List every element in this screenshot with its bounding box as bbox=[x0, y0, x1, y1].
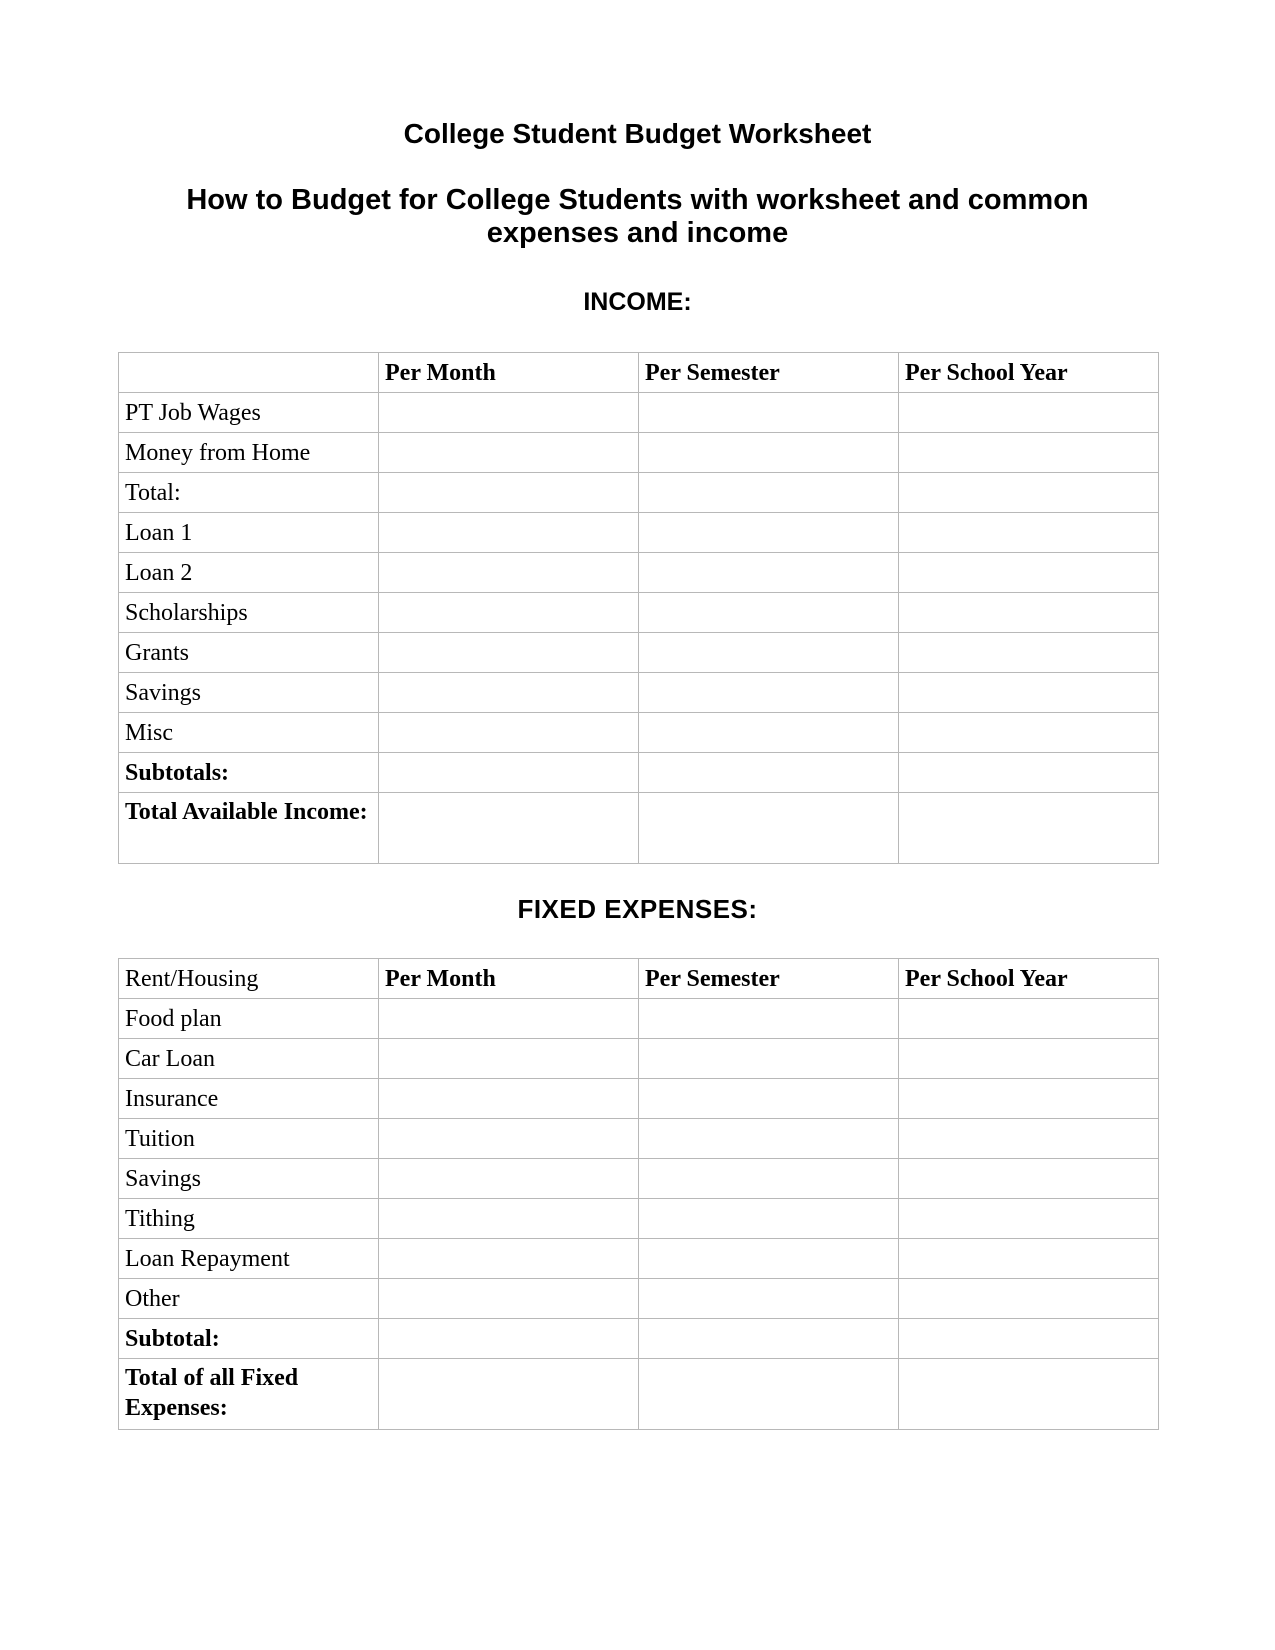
row-label-cell: Tuition bbox=[119, 1119, 379, 1159]
amount-entry-cell[interactable] bbox=[379, 753, 639, 793]
row-label-cell: Car Loan bbox=[119, 1039, 379, 1079]
amount-entry-cell[interactable] bbox=[379, 999, 639, 1039]
row-label-cell: Subtotal: bbox=[119, 1319, 379, 1359]
column-header: Per Month bbox=[379, 959, 639, 999]
amount-entry-cell[interactable] bbox=[899, 1239, 1159, 1279]
amount-entry-cell[interactable] bbox=[379, 633, 639, 673]
amount-entry-cell[interactable] bbox=[899, 1319, 1159, 1359]
amount-entry-cell[interactable] bbox=[899, 433, 1159, 473]
amount-entry-cell[interactable] bbox=[379, 1279, 639, 1319]
row-label-cell: Food plan bbox=[119, 999, 379, 1039]
table-row bbox=[119, 553, 1159, 593]
row-label-cell: Subtotals: bbox=[119, 753, 379, 793]
amount-entry-cell[interactable] bbox=[899, 1119, 1159, 1159]
table-row bbox=[119, 393, 1159, 433]
row-label-cell: Grants bbox=[119, 633, 379, 673]
amount-entry-cell[interactable] bbox=[899, 1359, 1159, 1430]
row-label-cell: Money from Home bbox=[119, 433, 379, 473]
amount-entry-cell[interactable] bbox=[639, 513, 899, 553]
income-table bbox=[118, 352, 1159, 864]
row-label-cell: Tithing bbox=[119, 1199, 379, 1239]
amount-entry-cell[interactable] bbox=[639, 713, 899, 753]
amount-entry-cell[interactable] bbox=[379, 433, 639, 473]
table-row bbox=[119, 593, 1159, 633]
amount-entry-cell[interactable] bbox=[899, 1159, 1159, 1199]
row-label-cell: Other bbox=[119, 1279, 379, 1319]
row-label-cell: Total Available Income: bbox=[119, 793, 379, 864]
row-label-cell: Scholarships bbox=[119, 593, 379, 633]
income-heading bbox=[0, 288, 1275, 317]
table-row bbox=[119, 673, 1159, 713]
page-title: College Student Budget Worksheet bbox=[403, 118, 872, 149]
table-row bbox=[119, 473, 1159, 513]
amount-entry-cell[interactable] bbox=[899, 593, 1159, 633]
amount-entry-cell[interactable] bbox=[379, 593, 639, 633]
amount-entry-cell[interactable] bbox=[379, 1199, 639, 1239]
row-label-cell: Insurance bbox=[119, 1079, 379, 1119]
table-row bbox=[119, 713, 1159, 753]
table-row bbox=[119, 1359, 1159, 1430]
amount-entry-cell[interactable] bbox=[639, 633, 899, 673]
amount-entry-cell[interactable] bbox=[639, 1039, 899, 1079]
amount-entry-cell[interactable] bbox=[899, 673, 1159, 713]
amount-entry-cell[interactable] bbox=[899, 1279, 1159, 1319]
table-row bbox=[119, 999, 1159, 1039]
amount-entry-cell[interactable] bbox=[379, 673, 639, 713]
amount-entry-cell[interactable] bbox=[899, 473, 1159, 513]
table-row bbox=[119, 1039, 1159, 1079]
amount-entry-cell[interactable] bbox=[899, 713, 1159, 753]
table-row bbox=[119, 793, 1159, 864]
amount-entry-cell[interactable] bbox=[899, 1199, 1159, 1239]
amount-entry-cell[interactable] bbox=[639, 1319, 899, 1359]
row-label-cell: Total of all Fixed Expenses: bbox=[119, 1359, 379, 1430]
amount-entry-cell[interactable] bbox=[639, 1199, 899, 1239]
table-header-row bbox=[119, 959, 1159, 999]
row-label-cell: Loan Repayment bbox=[119, 1239, 379, 1279]
amount-entry-cell[interactable] bbox=[899, 553, 1159, 593]
row-label-cell: PT Job Wages bbox=[119, 393, 379, 433]
table-row bbox=[119, 1079, 1159, 1119]
table-row bbox=[119, 1159, 1159, 1199]
column-header: Per Semester bbox=[639, 959, 899, 999]
amount-entry-cell[interactable] bbox=[379, 393, 639, 433]
table-row bbox=[119, 513, 1159, 553]
amount-entry-cell[interactable] bbox=[639, 553, 899, 593]
table-row bbox=[119, 433, 1159, 473]
page-subtitle: How to Budget for College Students with worksheet and common expenses and income bbox=[186, 184, 1089, 249]
amount-entry-cell[interactable] bbox=[639, 753, 899, 793]
amount-entry-cell[interactable] bbox=[899, 793, 1159, 864]
amount-entry-cell[interactable] bbox=[639, 433, 899, 473]
amount-entry-cell[interactable] bbox=[899, 513, 1159, 553]
table-row bbox=[119, 1279, 1159, 1319]
table-header-row bbox=[119, 353, 1159, 393]
amount-entry-cell[interactable] bbox=[639, 1239, 899, 1279]
amount-entry-cell[interactable] bbox=[899, 1039, 1159, 1079]
income-heading-initial: I bbox=[583, 288, 591, 316]
amount-entry-cell[interactable] bbox=[379, 473, 639, 513]
amount-entry-cell[interactable] bbox=[379, 1039, 639, 1079]
row-label-cell: Rent/Housing bbox=[119, 959, 379, 999]
amount-entry-cell[interactable] bbox=[639, 1279, 899, 1319]
row-label-cell: Savings bbox=[119, 1159, 379, 1199]
row-label-cell: Savings bbox=[119, 673, 379, 713]
table-row bbox=[119, 1199, 1159, 1239]
amount-entry-cell[interactable] bbox=[899, 753, 1159, 793]
table-row bbox=[119, 1239, 1159, 1279]
amount-entry-cell[interactable] bbox=[899, 1079, 1159, 1119]
row-label-cell: Misc bbox=[119, 713, 379, 753]
amount-entry-cell[interactable] bbox=[899, 633, 1159, 673]
amount-entry-cell[interactable] bbox=[639, 473, 899, 513]
column-header: Per Month bbox=[379, 353, 639, 393]
amount-entry-cell[interactable] bbox=[379, 1079, 639, 1119]
amount-entry-cell[interactable] bbox=[639, 999, 899, 1039]
row-label-cell: Loan 2 bbox=[119, 553, 379, 593]
amount-entry-cell[interactable] bbox=[379, 1359, 639, 1430]
column-header: Per Semester bbox=[639, 353, 899, 393]
amount-entry-cell[interactable] bbox=[379, 513, 639, 553]
table-row bbox=[119, 1319, 1159, 1359]
amount-entry-cell[interactable] bbox=[639, 393, 899, 433]
amount-entry-cell[interactable] bbox=[639, 593, 899, 633]
column-header: Per School Year bbox=[899, 353, 1159, 393]
row-label-cell: Loan 1 bbox=[119, 513, 379, 553]
amount-entry-cell[interactable] bbox=[639, 793, 899, 864]
row-label-cell bbox=[119, 353, 379, 393]
amount-entry-cell[interactable] bbox=[639, 1079, 899, 1119]
fixed-expenses-table bbox=[118, 958, 1159, 1430]
amount-entry-cell[interactable] bbox=[379, 1239, 639, 1279]
row-label-cell: Total: bbox=[119, 473, 379, 513]
amount-entry-cell[interactable] bbox=[379, 553, 639, 593]
table-row bbox=[119, 753, 1159, 793]
amount-entry-cell[interactable] bbox=[379, 1159, 639, 1199]
amount-entry-cell[interactable] bbox=[379, 1119, 639, 1159]
amount-entry-cell[interactable] bbox=[639, 673, 899, 713]
fixed-expenses-heading: FIXED EXPENSES: bbox=[517, 894, 758, 924]
amount-entry-cell[interactable] bbox=[379, 1319, 639, 1359]
amount-entry-cell[interactable] bbox=[639, 1359, 899, 1430]
amount-entry-cell[interactable] bbox=[379, 793, 639, 864]
amount-entry-cell[interactable] bbox=[639, 1119, 899, 1159]
income-heading-rest: NCOME: bbox=[590, 288, 692, 316]
amount-entry-cell[interactable] bbox=[639, 1159, 899, 1199]
table-row bbox=[119, 633, 1159, 673]
amount-entry-cell[interactable] bbox=[899, 393, 1159, 433]
table-row bbox=[119, 1119, 1159, 1159]
amount-entry-cell[interactable] bbox=[899, 999, 1159, 1039]
column-header: Per School Year bbox=[899, 959, 1159, 999]
amount-entry-cell[interactable] bbox=[379, 713, 639, 753]
